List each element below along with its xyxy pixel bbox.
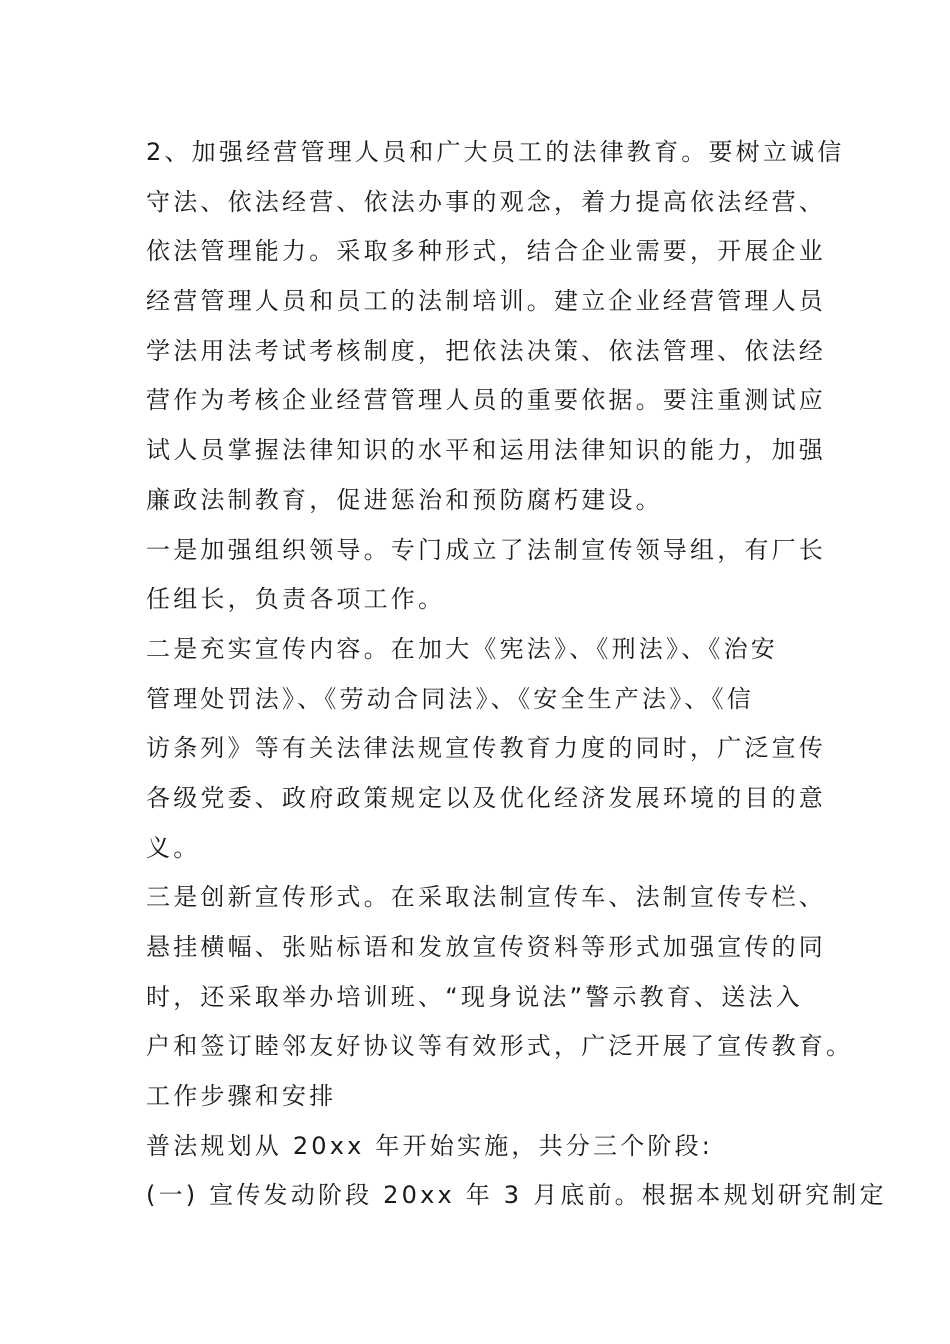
text-line: 各级党委、政府政策规定以及优化经济发展环境的目的意 bbox=[146, 783, 826, 812]
text-line: 二是充实宣传内容。在加大《宪法》、《刑法》、《治安 bbox=[146, 634, 778, 663]
body-text bbox=[146, 128, 887, 1221]
text-line: 守法、依法经营、依法办事的观念，着力提高依法经营、 bbox=[146, 187, 826, 216]
text-line: 试人员掌握法律知识的水平和运用法律知识的能力，加强 bbox=[146, 436, 826, 465]
text-line: 任组长，负责各项工作。 bbox=[146, 585, 446, 614]
text-line: 营作为考核企业经营管理人员的重要依据。要注重测试应 bbox=[146, 386, 826, 415]
text-line: 三是创新宣传形式。在采取法制宣传车、法制宣传专栏、 bbox=[146, 883, 826, 912]
text-line: 义。 bbox=[146, 833, 201, 862]
text-line: 廉政法制教育，促进惩治和预防腐朽建设。 bbox=[146, 485, 663, 514]
text-line: 管理处罚法》、《劳动合同法》、《安全生产法》、《信 bbox=[146, 684, 754, 713]
text-line: 时，还采取举办培训班、“现身说法”警示教育、送法入 bbox=[146, 982, 803, 1011]
text-line: 访条列》等有关法律法规宣传教育力度的同时，广泛宣传 bbox=[146, 734, 826, 763]
text-line: 经营管理人员和员工的法制培训。建立企业经营管理人员 bbox=[146, 287, 826, 316]
text-line: (一) 宣传发动阶段 20xx 年 3 月底前。根据本规划研究制定 bbox=[146, 1181, 887, 1210]
text-line: 普法规划从 20xx 年开始实施，共分三个阶段: bbox=[146, 1131, 714, 1160]
text-line: 悬挂横幅、张贴标语和发放宣传资料等形式加强宣传的同 bbox=[146, 933, 826, 961]
text-line: 户和签订睦邻友好协议等有效形式，广泛开展了宣传教育。 bbox=[146, 1032, 854, 1061]
text-line: 一是加强组织领导。专门成立了法制宣传领导组，有厂长 bbox=[146, 535, 826, 564]
section-heading: 工作步骤和安排 bbox=[146, 1082, 337, 1111]
text-line: 依法管理能力。采取多种形式，结合企业需要，开展企业 bbox=[146, 237, 826, 266]
text-line: 学法用法考试考核制度，把依法决策、依法管理、依法经 bbox=[146, 336, 826, 365]
text-line: 2、加强经营管理人员和广大员工的法律教育。要树立诚信 bbox=[146, 138, 845, 166]
